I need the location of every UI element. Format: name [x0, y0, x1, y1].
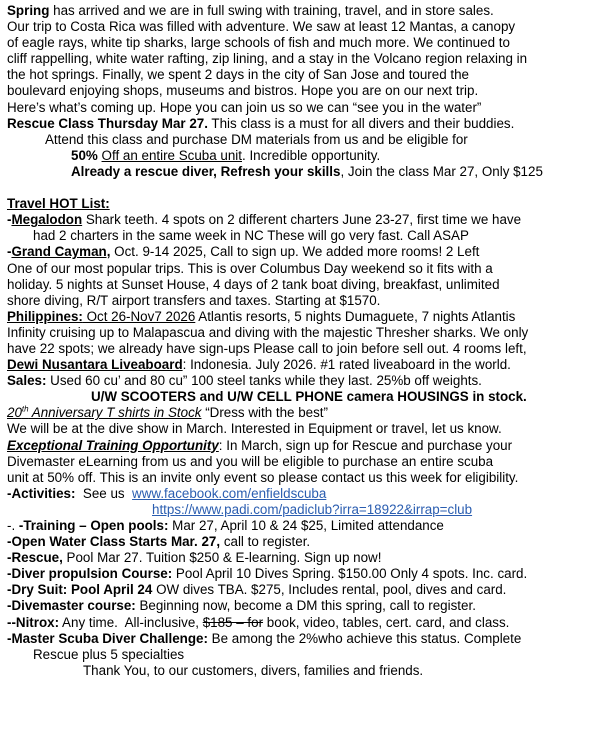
- facebook-link[interactable]: www.facebook.com/enfieldscuba: [132, 485, 327, 501]
- intro-line-4: cliff rappelling, white water rafting, zip lining, and a stay in the Volcano region relaxing in: [7, 51, 528, 67]
- dewi-title: Dewi Nusantara Liveaboard: [7, 357, 183, 373]
- intro-spring-word: Spring: [7, 3, 50, 18]
- cayman-line-1: [7, 244, 595, 260]
- philippines-text: Atlantis resorts, 5 nights Dumaguete, 7 nights Atlantis: [195, 308, 516, 324]
- intro-line-3: of eagle rays, white tip sharks, large schools of fish and much more. We continued to: [7, 35, 510, 51]
- travel-heading: Travel HOT List:: [7, 196, 110, 212]
- scooters-text: U/W SCOOTERS and U/W CELL PHONE camera HOUSINGS in stock.: [91, 389, 527, 405]
- training-text: Pool April 10 Dives Spring. $150.00 Only 4 spots. Inc. card.: [172, 566, 528, 582]
- training-bold: -Diver propulsion Course:: [7, 566, 173, 582]
- training-text: Beginning now, become a DM this spring, call to register.: [135, 598, 476, 614]
- training-item-nitrox: [7, 615, 595, 631]
- travel-heading-line: [7, 196, 595, 212]
- philippines-line-3: have 22 spots; we already have sign-ups Please call to join before sell out. 4 rooms left,: [7, 340, 527, 356]
- rescue-percent: 50%: [71, 147, 98, 163]
- padi-link[interactable]: https://www.padi.com/padiclub?irra=18922&irrap=club: [152, 501, 473, 517]
- tshirt-title: [7, 405, 201, 420]
- megalodon-line-1: [7, 212, 595, 228]
- megalodon-text: Shark teeth. 4 spots on 2 different charters June 23-27, first time we have: [82, 212, 522, 228]
- rescue-refresh-rest: , Join the class Mar 27, Only $125: [340, 163, 543, 179]
- intro-text: has arrived and we are in full swing with training, travel, and in store sales.: [49, 3, 494, 18]
- master-bold: -Master Scuba Diver Challenge:: [7, 630, 208, 646]
- rescue-offer-line: [7, 148, 595, 164]
- cayman-line-2: One of our most popular trips. This is over Columbus Day weekend so it fits with a: [7, 260, 493, 276]
- intro-line-1: [7, 3, 595, 19]
- activities-line: [7, 486, 595, 502]
- cayman-title: Grand Cayman,: [11, 244, 111, 260]
- newsletter: [7, 3, 595, 679]
- sales-title: Sales:: [7, 373, 47, 389]
- spacer: [7, 180, 595, 196]
- training-text: call to register.: [220, 534, 311, 550]
- rescue-offer-rest: . Incredible opportunity.: [242, 147, 381, 163]
- training-bold: -Divemaster course:: [7, 598, 136, 614]
- training-text: Pool Mar 27. Tuition $250 & E-learning. Sign up now!: [62, 550, 382, 566]
- cayman-line-3: holiday. 5 nights at Sunset House, 4 days of 2 tank boat diving, breakfast, unlimited: [7, 276, 500, 292]
- training-lead: -.: [7, 518, 19, 533]
- rescue-refresh-line: [7, 164, 595, 180]
- master-text: Be among the 2%who achieve this status. Complete: [207, 630, 522, 646]
- padi-line: [7, 502, 595, 518]
- training-bold: -Open Water Class Starts Mar. 27,: [7, 534, 221, 550]
- dewi-text: : Indonesia. July 2026. #1 rated liveaboard in the world.: [182, 357, 511, 373]
- cayman-dash: -: [7, 244, 12, 260]
- megalodon-line-2: had 2 charters in the same week in NC These will go very fast. Call ASAP: [33, 228, 469, 244]
- training-list: [7, 518, 595, 663]
- tshirt-number: 20: [7, 405, 22, 421]
- tshirt-rest: “Dress with the best”: [201, 405, 328, 421]
- intro-line-7: Here’s what’s coming up. Hope you can join us so we can “see you in the water”: [7, 99, 482, 115]
- tshirt-sup: th: [21, 404, 29, 414]
- rescue-offer: Off an entire Scuba unit: [101, 147, 242, 163]
- scooters-line: [7, 389, 595, 405]
- intro-line-2: Our trip to Costa Rica was filled with adventure. We saw at least 12 Mantas, a canopy: [7, 19, 516, 35]
- training-item-open-pools: [7, 518, 595, 534]
- tshirt-line: [7, 405, 595, 421]
- nitrox-bold: --Nitrox:: [7, 614, 60, 630]
- opportunity-line-2: Divemaster eLearning from us and you will be eligible to purchase an entire scuba: [7, 453, 494, 469]
- rescue-title-rest: This class is a must for all divers and their buddies.: [207, 115, 515, 131]
- training-bold: -Dry Suit: Pool April 24: [7, 582, 153, 598]
- philippines-line-2: Infinity cruising up to Malapascua and diving with the majestic Thresher sharks. We only: [7, 324, 529, 340]
- training-bold: -Rescue,: [7, 550, 63, 566]
- nitrox-struck: $185 – for: [202, 614, 264, 630]
- cayman-text: Oct. 9-14 2025, Call to sign up. We added more rooms! 2 Left: [110, 244, 480, 260]
- intro-line-6: boulevard enjoying shops, museums and bistros. Hope you are on our next trip.: [7, 83, 479, 99]
- nitrox-pre: Any time. All-inclusive,: [59, 614, 203, 630]
- training-item-open-water: [7, 534, 595, 550]
- opportunity-text: : In March, sign up for Rescue and purchase your: [218, 437, 513, 453]
- training-bold: -Training – Open pools:: [18, 518, 169, 533]
- rescue-refresh: Already a rescue diver, Refresh your skills: [71, 163, 341, 179]
- megalodon-dash: -: [7, 212, 12, 228]
- opportunity-line-1: [7, 438, 595, 454]
- dive-show-line: We will be at the dive show in March. Interested in Equipment or travel, let us know.: [7, 421, 502, 437]
- training-text: OW dives TBA. $275, Includes rental, pool, dives and card.: [152, 582, 507, 598]
- master-line-2: Rescue plus 5 specialties: [33, 646, 185, 662]
- rescue-title: Rescue Class Thursday Mar 27.: [7, 115, 208, 131]
- sales-text: Used 60 cu’ and 80 cu” 100 steel tanks while they last. 25%b off weights.: [46, 373, 482, 389]
- tshirt-title-text: Anniversary T shirts in Stock: [28, 405, 202, 421]
- rescue-line-2: Attend this class and purchase DM materials from us and be eligible for: [45, 131, 468, 147]
- sales-line: [7, 373, 595, 389]
- opportunity-title: Exceptional Training Opportunity: [7, 437, 219, 453]
- dewi-line: [7, 357, 595, 373]
- philippines-line-1: [7, 309, 595, 325]
- training-item-propulsion: [7, 566, 595, 582]
- training-item-divemaster: [7, 598, 595, 614]
- activities-see: See us: [75, 485, 133, 501]
- training-item-master: [7, 631, 595, 647]
- training-item-rescue: [7, 550, 595, 566]
- rescue-title-line: [7, 116, 595, 132]
- megalodon-title: Megalodon: [11, 212, 83, 228]
- philippines-dates: Oct 26-Nov7 2026: [82, 308, 196, 324]
- training-item-dry-suit: [7, 582, 595, 598]
- cayman-line-4: shore diving, R/T airport transfers and taxes. Starting at $1570.: [7, 292, 381, 308]
- intro-line-5: the hot springs. Finally, we spent 2 days in the city of San Jose and toured the: [7, 67, 469, 83]
- training-text: Mar 27, April 10 & 24 $25, Limited attendance: [168, 518, 444, 533]
- activities-label: -Activities:: [7, 485, 76, 501]
- nitrox-rest: book, video, tables, cert. card, and class.: [263, 614, 510, 630]
- opportunity-line-3: unit at 50% off. This is an invite only event so please contact us this week for eligibility.: [7, 469, 519, 485]
- philippines-title: Philippines:: [7, 308, 83, 324]
- thanks-line: Thank You, to our customers, divers, families and friends.: [83, 662, 424, 678]
